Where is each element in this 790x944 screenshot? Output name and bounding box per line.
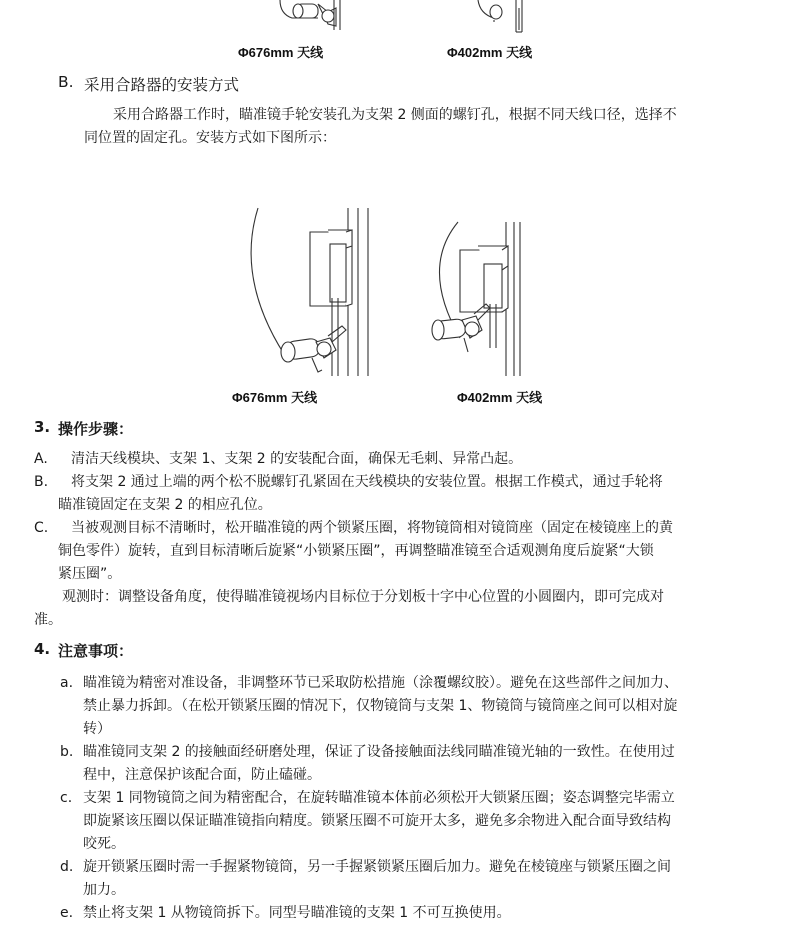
- note-d-line-2: 加力。: [83, 882, 125, 898]
- mount-illustration-402: [428, 208, 558, 380]
- section-4-number: 4.: [34, 640, 51, 658]
- mount-illustration-676: [246, 208, 396, 380]
- note-c-line-3: 咬死。: [83, 836, 125, 852]
- section-b-paragraph-line-1: 采用合路器工作时，瞄准镜手轮安装孔为支架 2 侧面的螺钉孔，根据不同天线口径，选择不: [113, 107, 677, 123]
- section-3-title: 操作步骤：: [58, 420, 134, 438]
- note-c-line-1: 支架 1 同物镜筒之间为精密配合，在旋转瞄准镜本体前必须松开大锁紧压圈；姿态调整完毕需立: [83, 790, 675, 806]
- mid-caption-402: Φ402mm 天线: [457, 390, 543, 405]
- step-a-marker: A.: [34, 451, 48, 467]
- top-left-scope-illustration: [262, 0, 362, 40]
- observation-note-line-2: 准。: [34, 612, 62, 628]
- step-b-line-1: 将支架 2 通过上端的两个松不脱螺钉孔紧固在天线模块的安装位置。根据工作模式，通过手轮将: [71, 474, 663, 490]
- note-a-line-1: 瞄准镜为精密对准设备，非调整环节已采取防松措施（涂覆螺纹胶）。避免在这些部件之间加力、: [83, 675, 678, 691]
- note-d-marker: d.: [60, 859, 74, 875]
- step-b-marker: B.: [34, 474, 49, 490]
- step-c-line-1: 当被观测目标不清晰时，松开瞄准镜的两个锁紧压圈，将物镜筒相对镜筒座（固定在棱镜座上的黄: [71, 520, 673, 536]
- note-a-line-2: 禁止暴力拆卸。（在松开锁紧压圈的情况下，仅物镜筒与支架 1、物镜筒与镜筒座之间可以相对旋: [83, 698, 678, 714]
- section-b-title: 采用合路器的安装方式: [84, 76, 240, 94]
- section-b-marker: B.: [58, 73, 74, 91]
- step-a-line-1: 清洁天线模块、支架 1、支架 2 的安装配合面，确保无毛刺、异常凸起。: [71, 451, 523, 467]
- section-b-paragraph-line-2: 同位置的固定孔。安装方式如下图所示：: [84, 130, 336, 146]
- top-right-scope-illustration: [470, 0, 550, 40]
- top-caption-676: Φ676mm 天线: [238, 45, 324, 60]
- observation-note-line-1: 观测时：调整设备角度，使得瞄准镜视场内目标位于分划板十字中心位置的小圆圈内，即可完成对: [62, 589, 664, 605]
- note-c-marker: c.: [60, 790, 73, 806]
- note-d-line-1: 旋开锁紧压圈时需一手握紧物镜筒，另一手握紧锁紧压圈后加力。避免在棱镜座与锁紧压圈之间: [83, 859, 671, 875]
- note-b-line-2: 程中，注意保护该配合面，防止磕碰。: [83, 767, 321, 783]
- note-a-line-3: 转）: [83, 721, 111, 737]
- section-3-number: 3.: [34, 418, 51, 436]
- step-c-marker: C.: [34, 520, 49, 536]
- step-c-line-2: 铜色零件）旋转，直到目标清晰后旋紧“小锁紧压圈”，再调整瞄准镜至合适观测角度后旋紧“大锁: [58, 543, 654, 559]
- section-4-title: 注意事项：: [58, 642, 134, 660]
- note-a-marker: a.: [60, 675, 74, 691]
- mid-caption-676: Φ676mm 天线: [232, 390, 318, 405]
- note-e-marker: e.: [60, 905, 74, 921]
- note-c-line-2: 即旋紧该压圈以保证瞄准镜指向精度。锁紧压圈不可旋开太多，避免多余物进入配合面导致结构: [83, 813, 671, 829]
- note-b-marker: b.: [60, 744, 74, 760]
- note-e-line-1: 禁止将支架 1 从物镜筒拆下。同型号瞄准镜的支架 1 不可互换使用。: [83, 905, 511, 921]
- step-c-line-3: 紧压圈”。: [58, 566, 122, 582]
- top-caption-402: Φ402mm 天线: [447, 45, 533, 60]
- step-b-line-2: 瞄准镜固定在支架 2 的相应孔位。: [58, 497, 272, 513]
- note-b-line-1: 瞄准镜同支架 2 的接触面经研磨处理，保证了设备接触面法线同瞄准镜光轴的一致性。在使用过: [83, 744, 675, 760]
